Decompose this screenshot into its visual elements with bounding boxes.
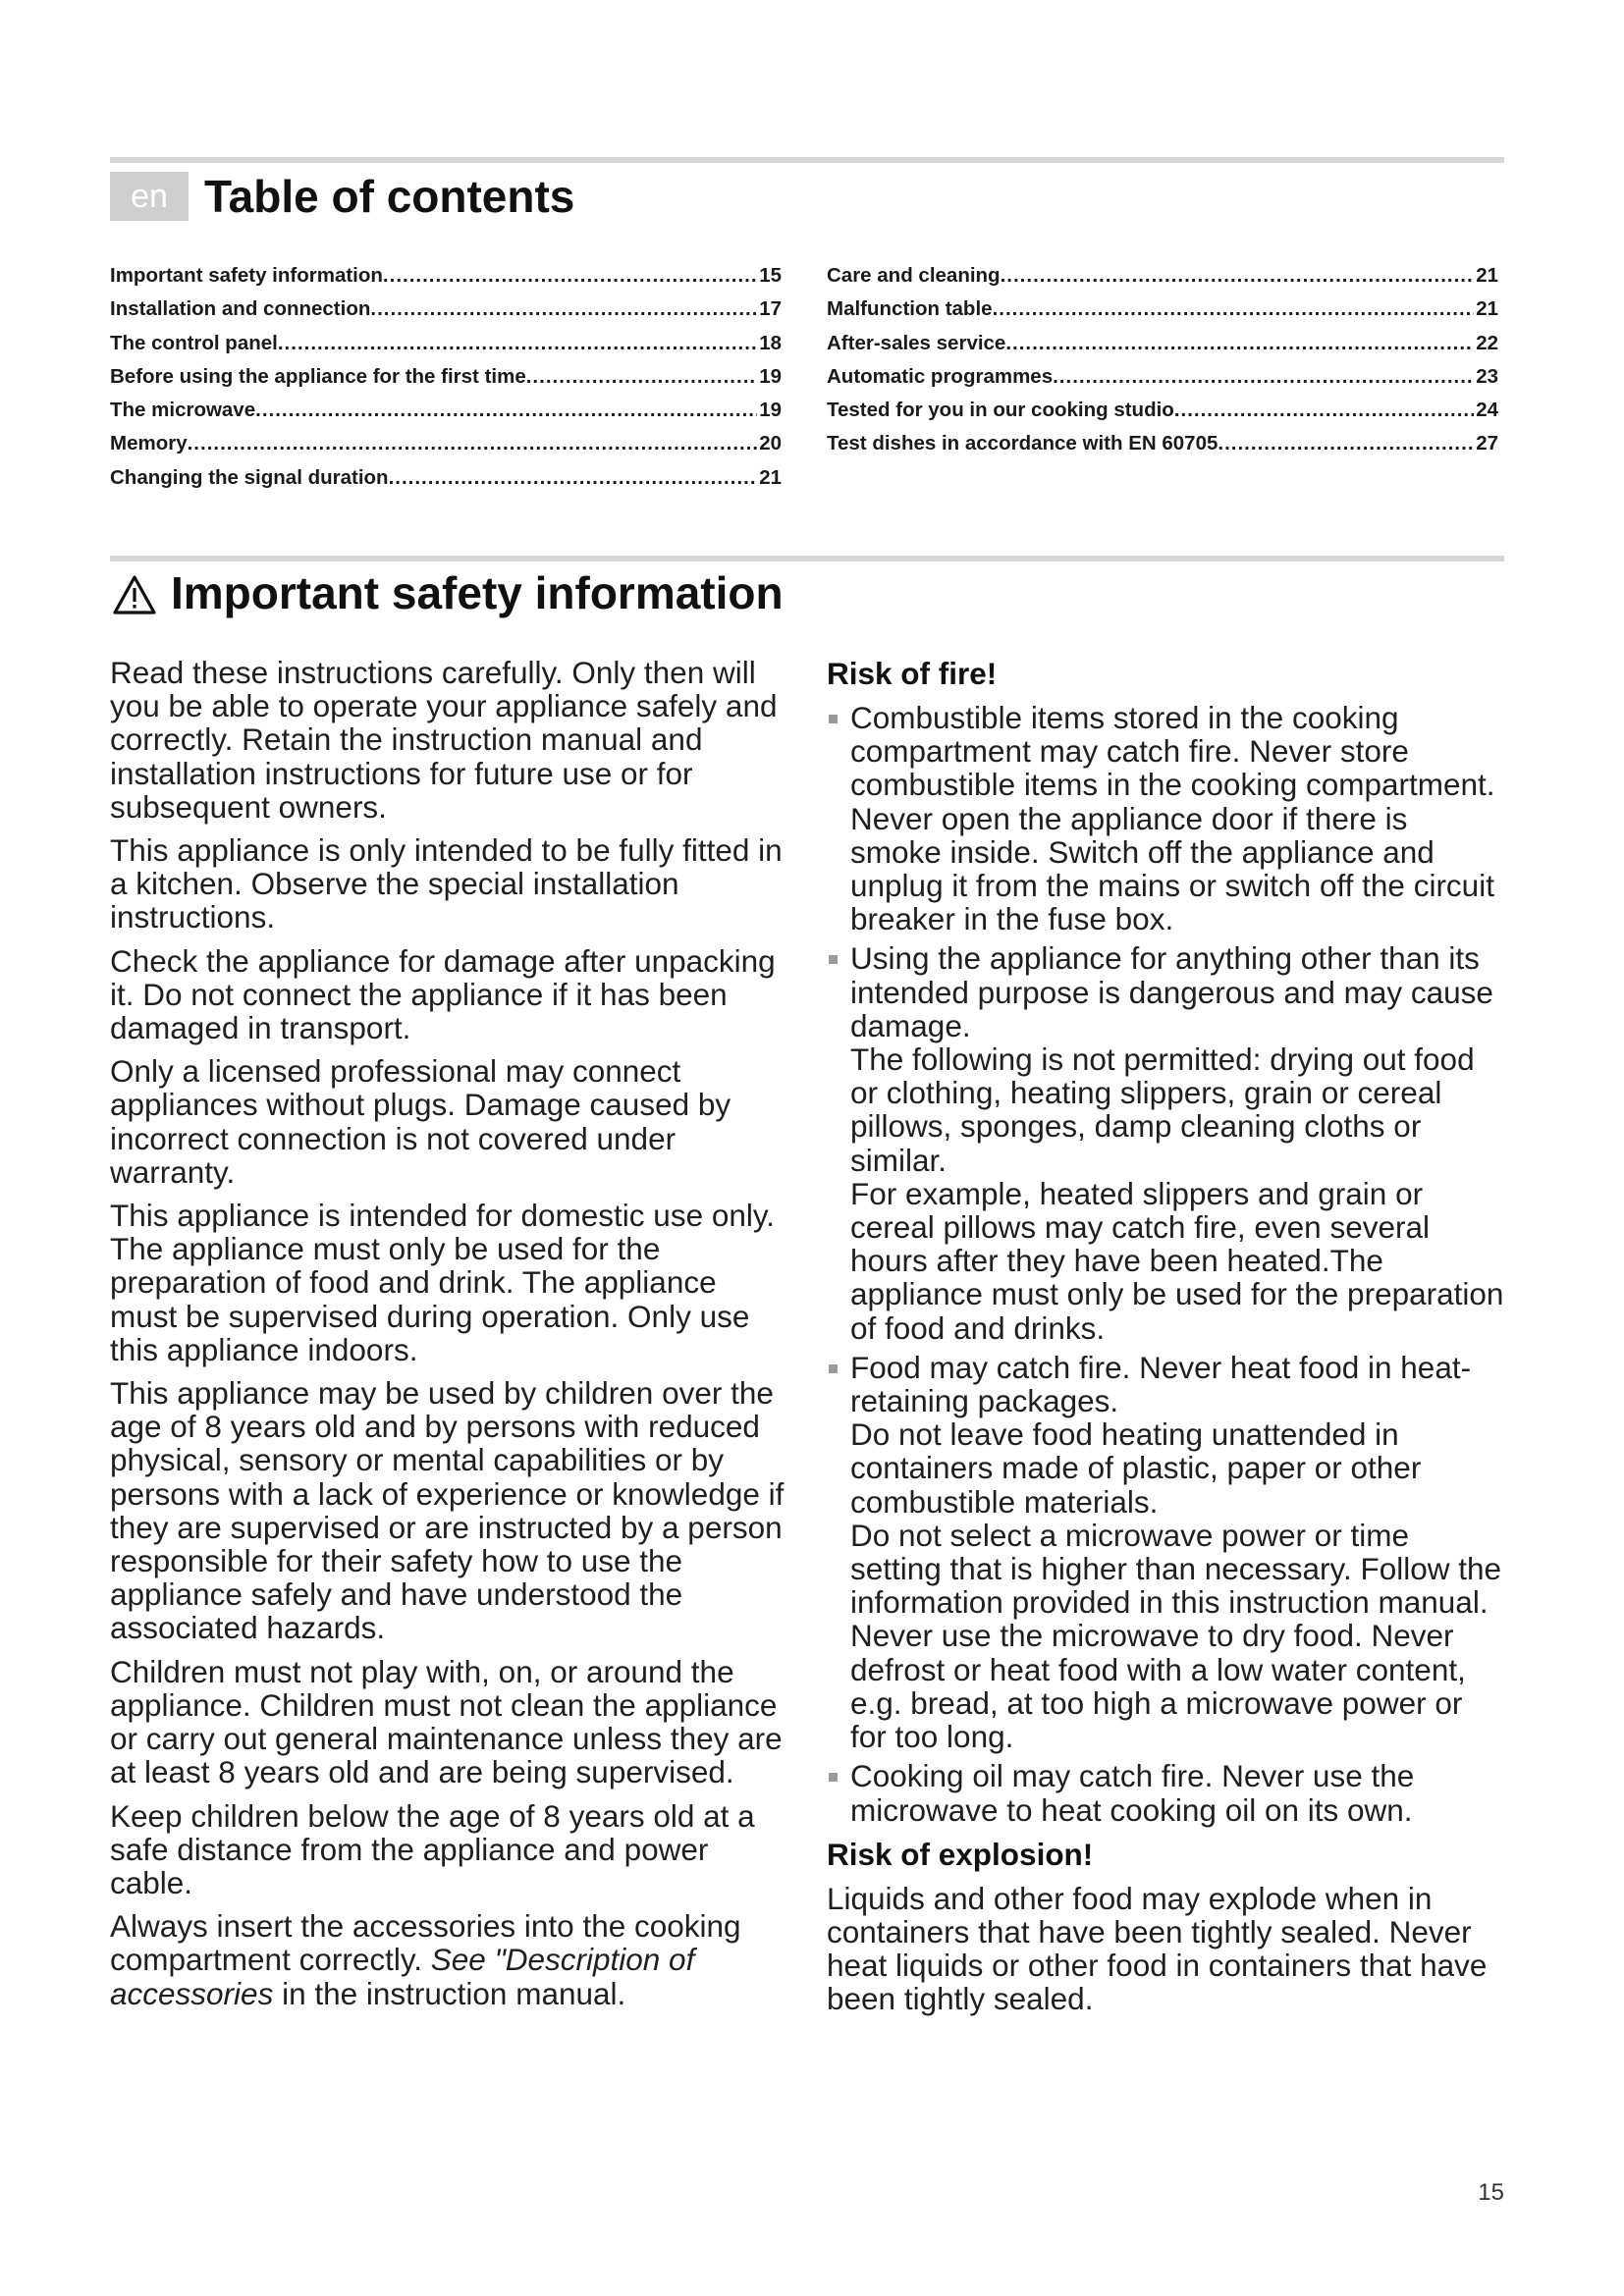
toc-entry-page: 21 bbox=[1476, 297, 1498, 321]
toc-leader-dots bbox=[1174, 394, 1474, 427]
toc-leader-dots bbox=[1218, 427, 1474, 460]
toc-entry[interactable] bbox=[110, 427, 782, 460]
toc-entry-label: Test dishes in accordance with EN 60705 bbox=[827, 432, 1218, 455]
bullet-text: Using the appliance for anything other than its intended purpose is dangerous and may cause damage. bbox=[850, 940, 1493, 1043]
toc-leader-dots bbox=[370, 293, 757, 326]
safety-paragraph: Children must not play with, on, or around the appliance. Children must not clean the appliance or carry out general maintenance unless they are at least 8 years old and are being supervised. bbox=[110, 1653, 783, 1790]
toc-entry-page: 22 bbox=[1476, 331, 1498, 354]
toc-entry-label: Important safety information bbox=[110, 264, 383, 287]
toc-entry[interactable] bbox=[827, 293, 1498, 326]
toc-leader-dots bbox=[389, 461, 758, 495]
toc-entry-page: 19 bbox=[759, 364, 782, 388]
toc-top-rule bbox=[110, 157, 1504, 163]
toc-title: Table of contents bbox=[204, 171, 575, 222]
toc-entry-label: Memory bbox=[110, 432, 188, 455]
list-item bbox=[827, 1759, 1504, 1826]
safety-paragraph: This appliance may be used by children over the age of 8 years old and by persons with reduced physical, sensory or mental capabilities or by persons with a lack of experience or knowledge if they are supervised or are instructed by a person responsible for their safety how to use the appliance safely and have understood the associated hazards. bbox=[110, 1375, 785, 1646]
toc-entry[interactable] bbox=[110, 259, 782, 293]
toc-right-column bbox=[827, 259, 1498, 461]
bullet-text: The following is not permitted: drying out food or clothing, heating slippers, grain or cereal pillows, sponges, damp cleaning cloths or similar. bbox=[850, 1041, 1475, 1178]
list-item bbox=[827, 1351, 1504, 1753]
toc-entry[interactable] bbox=[827, 259, 1498, 293]
safety-left-column bbox=[110, 656, 787, 2020]
warning-triangle-icon bbox=[112, 574, 157, 615]
toc-entry-page: 21 bbox=[759, 465, 782, 489]
toc-entry[interactable] bbox=[827, 427, 1498, 460]
toc-leader-dots bbox=[188, 427, 758, 460]
toc-leader-dots bbox=[1005, 327, 1474, 360]
toc-entry-label: Automatic programmes bbox=[827, 364, 1054, 388]
toc-entry-label: Malfunction table bbox=[827, 297, 993, 321]
list-item bbox=[827, 941, 1504, 1344]
accessories-text-end: in the instruction manual. bbox=[273, 1975, 626, 2011]
bullet-text: Do not select a microwave power or time setting that is higher than necessary. Follow the information provided in this instruction manual. bbox=[850, 1517, 1502, 1621]
safety-right-column bbox=[827, 656, 1504, 2026]
explosion-paragraph: Liquids and other food may explode when in containers that have been tightly sealed. Never heat liquids or other food in containers that have been tightly sealed. bbox=[827, 1880, 1488, 2017]
toc-entry[interactable] bbox=[827, 394, 1498, 427]
toc-entry[interactable] bbox=[110, 461, 782, 495]
bullet-text: For example, heated slippers and grain or cereal pillows may catch fire, even several hours after they have been heated.The appliance must only be used for the preparation of food and drinks. bbox=[850, 1175, 1504, 1346]
toc-leader-dots bbox=[993, 293, 1475, 326]
safety-paragraph: This appliance is intended for domestic use only. The appliance must only be used for the preparation of food and drink. The appliance must be supervised during operation. Only use this appliance indoors. bbox=[110, 1198, 776, 1367]
accessories-text: Always insert the accessories into the cooking compartment correctly. bbox=[110, 1908, 741, 1978]
toc-entry-page: 24 bbox=[1476, 399, 1498, 422]
toc-entry-label: Before using the appliance for the first time bbox=[110, 364, 526, 388]
toc-leader-dots bbox=[526, 360, 757, 394]
safety-paragraph: Check the appliance for damage after unpacking it. Do not connect the appliance if it has been damaged in transport. bbox=[110, 942, 776, 1046]
toc-entry-page: 27 bbox=[1476, 432, 1498, 455]
bullet-text: Do not leave food heating unattended in containers made of plastic, paper or other combustible materials. bbox=[850, 1416, 1422, 1520]
toc-entry-label: Installation and connection bbox=[110, 297, 371, 321]
toc-entry[interactable] bbox=[827, 327, 1498, 360]
accessories-reference[interactable]: See "Description of accessories bbox=[110, 1942, 695, 2011]
toc-entry-label: Changing the signal duration bbox=[110, 465, 389, 489]
toc-entry-page: 19 bbox=[759, 399, 782, 422]
toc-entry-page: 20 bbox=[759, 432, 782, 455]
list-item bbox=[827, 701, 1504, 935]
accessories-paragraph bbox=[110, 1909, 787, 2010]
safety-paragraph: This appliance is only intended to be fully fitted in a kitchen. Observe the special installation instructions. bbox=[110, 832, 783, 935]
safety-title: Important safety information bbox=[171, 567, 784, 618]
risk-of-explosion-heading: Risk of explosion! bbox=[827, 1836, 1094, 1872]
toc-leader-dots bbox=[1053, 360, 1474, 394]
toc-entry-page: 23 bbox=[1476, 364, 1498, 388]
bullet-text: Cooking oil may catch fire. Never use the microwave to heat cooking oil on its own. bbox=[850, 1758, 1415, 1828]
toc-entry[interactable] bbox=[110, 293, 782, 326]
toc-leader-dots bbox=[278, 327, 757, 360]
safety-paragraph: Keep children below the age of 8 years old at a safe distance from the appliance and power cable. bbox=[110, 1797, 755, 1900]
toc-entry-page: 15 bbox=[759, 264, 782, 287]
toc-entry-page: 21 bbox=[1476, 264, 1498, 287]
toc-entry[interactable] bbox=[110, 327, 782, 360]
safety-paragraph: Read these instructions carefully. Only then will you be able to operate your appliance safely and correctly. Retain the instruction manual and installation instructions for future use or for subsequent owners. bbox=[110, 655, 778, 825]
page-number: 15 bbox=[1478, 2179, 1504, 2206]
toc-entry[interactable] bbox=[110, 394, 782, 427]
toc-entry-label: Tested for you in our cooking studio bbox=[827, 399, 1174, 422]
toc-leader-dots bbox=[383, 259, 757, 293]
toc-leader-dots bbox=[255, 394, 757, 427]
toc-entry[interactable] bbox=[827, 360, 1498, 394]
toc-left-column bbox=[110, 259, 782, 495]
toc-entry-label: Care and cleaning bbox=[827, 264, 1001, 287]
risk-of-fire-heading: Risk of fire! bbox=[827, 656, 998, 691]
toc-entry-label: After-sales service bbox=[827, 331, 1006, 354]
bullet-text: Food may catch fire. Never heat food in heat-retaining packages. bbox=[850, 1349, 1472, 1419]
fire-bullet-list bbox=[827, 701, 1504, 1827]
language-badge: en bbox=[110, 172, 189, 221]
bullet-text: Combustible items stored in the cooking compartment may catch fire. Never store combustible items in the cooking compartment. Never open the appliance door if there is smoke inside. Switch off the appliance and unplug it from the mains or switch off the circuit breaker in the fuse box. bbox=[850, 700, 1495, 937]
toc-entry-page: 18 bbox=[759, 331, 782, 354]
safety-paragraph: Only a licensed professional may connect appliances without plugs. Damage caused by incorrect connection is not covered under warranty. bbox=[110, 1053, 731, 1190]
safety-top-rule bbox=[110, 556, 1504, 561]
toc-entry[interactable] bbox=[110, 360, 782, 394]
toc-leader-dots bbox=[1001, 259, 1475, 293]
bullet-text: Never use the microwave to dry food. Never defrost or heat food with a low water content, e.g. bread, at too high a microwave power or for too long. bbox=[850, 1618, 1466, 1755]
toc-entry-label: The microwave bbox=[110, 399, 256, 422]
toc-entry-label: The control panel bbox=[110, 331, 278, 354]
toc-entry-page: 17 bbox=[759, 297, 782, 321]
